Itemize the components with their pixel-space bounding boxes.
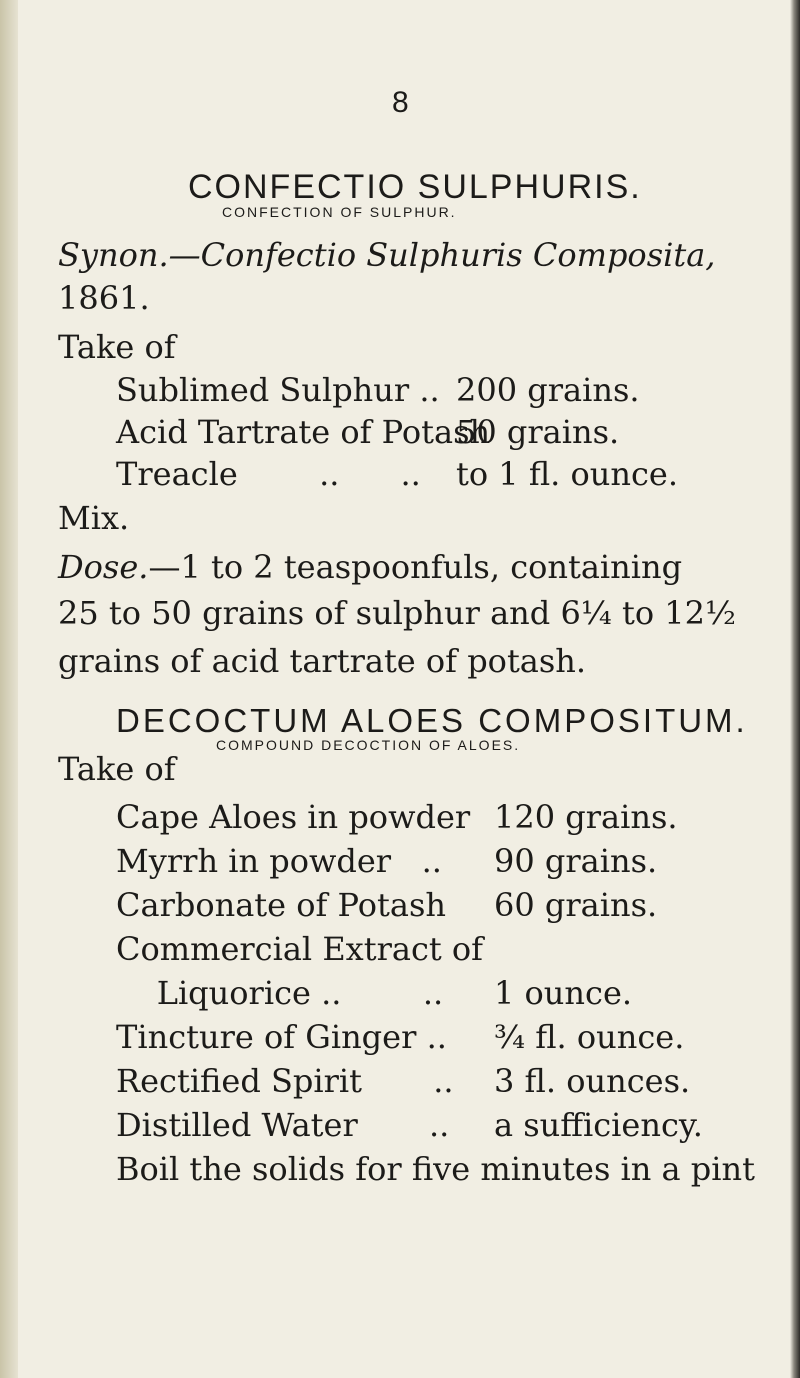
mix-instruction: Mix. (58, 499, 130, 537)
ingredient-name: Rectified Spirit .. (116, 1062, 454, 1100)
ingredient-name: Acid Tartrate of Potash (116, 413, 491, 451)
ingredient-amount: 200 grains. (456, 371, 640, 409)
ingredient-amount: a sufficiency. (494, 1106, 703, 1144)
ingredient-amount: 1 ounce. (494, 974, 633, 1012)
synonym-text: —Confectio Sulphuris Composita, (168, 236, 716, 274)
page-right-edge (790, 0, 800, 1378)
take-of-label: Take of (58, 750, 176, 788)
synonym-label: Synon. (58, 236, 169, 274)
ingredient-amount: 120 grains. (494, 798, 678, 836)
ingredient-name: Liquorice .. .. (116, 974, 444, 1012)
ingredient-amount: 50 grains. (456, 413, 620, 451)
ingredient-amount: 90 grains. (494, 842, 658, 880)
synonym-line (58, 236, 715, 274)
dose-text: —1 to 2 teaspoonfuls, containing (148, 548, 683, 586)
take-of-label: Take of (58, 328, 176, 366)
synonym-year: 1861. (58, 279, 150, 317)
page-left-edge (0, 0, 18, 1378)
section-subtitle-confection: CONFECTION OF SULPHUR. (222, 204, 457, 220)
dose-line: grains of acid tartrate of potash. (58, 642, 587, 680)
ingredient-name: Tincture of Ginger .. (116, 1018, 447, 1056)
ingredient-name: Treacle .. .. (116, 455, 421, 493)
ingredient-amount: 60 grains. (494, 886, 658, 924)
page-number: 8 (392, 86, 409, 119)
dose-line (58, 548, 682, 586)
dose-line: 25 to 50 grains of sulphur and 6¼ to 12½ (58, 594, 737, 632)
ingredient-name: Commercial Extract of (116, 930, 484, 968)
section-title-decoctum: DECOCTUM ALOES COMPOSITUM. (116, 702, 748, 739)
ingredient-amount: ¾ fl. ounce. (494, 1018, 685, 1056)
ingredient-name: Sublimed Sulphur .. (116, 371, 440, 409)
dose-label: Dose. (58, 548, 149, 586)
ingredient-name: Cape Aloes in powder (116, 798, 471, 836)
section-subtitle-decoction: COMPOUND DECOCTION OF ALOES. (216, 737, 521, 753)
ingredient-name: Distilled Water .. (116, 1106, 450, 1144)
ingredient-name: Carbonate of Potash (116, 886, 447, 924)
ingredient-name: Myrrh in powder .. (116, 842, 442, 880)
boil-instruction: Boil the solids for five minutes in a pint (116, 1150, 755, 1188)
ingredient-amount: to 1 fl. ounce. (456, 455, 679, 493)
ingredient-amount: 3 fl. ounces. (494, 1062, 691, 1100)
section-title-confectio: CONFECTIO SULPHURIS. (188, 168, 642, 206)
